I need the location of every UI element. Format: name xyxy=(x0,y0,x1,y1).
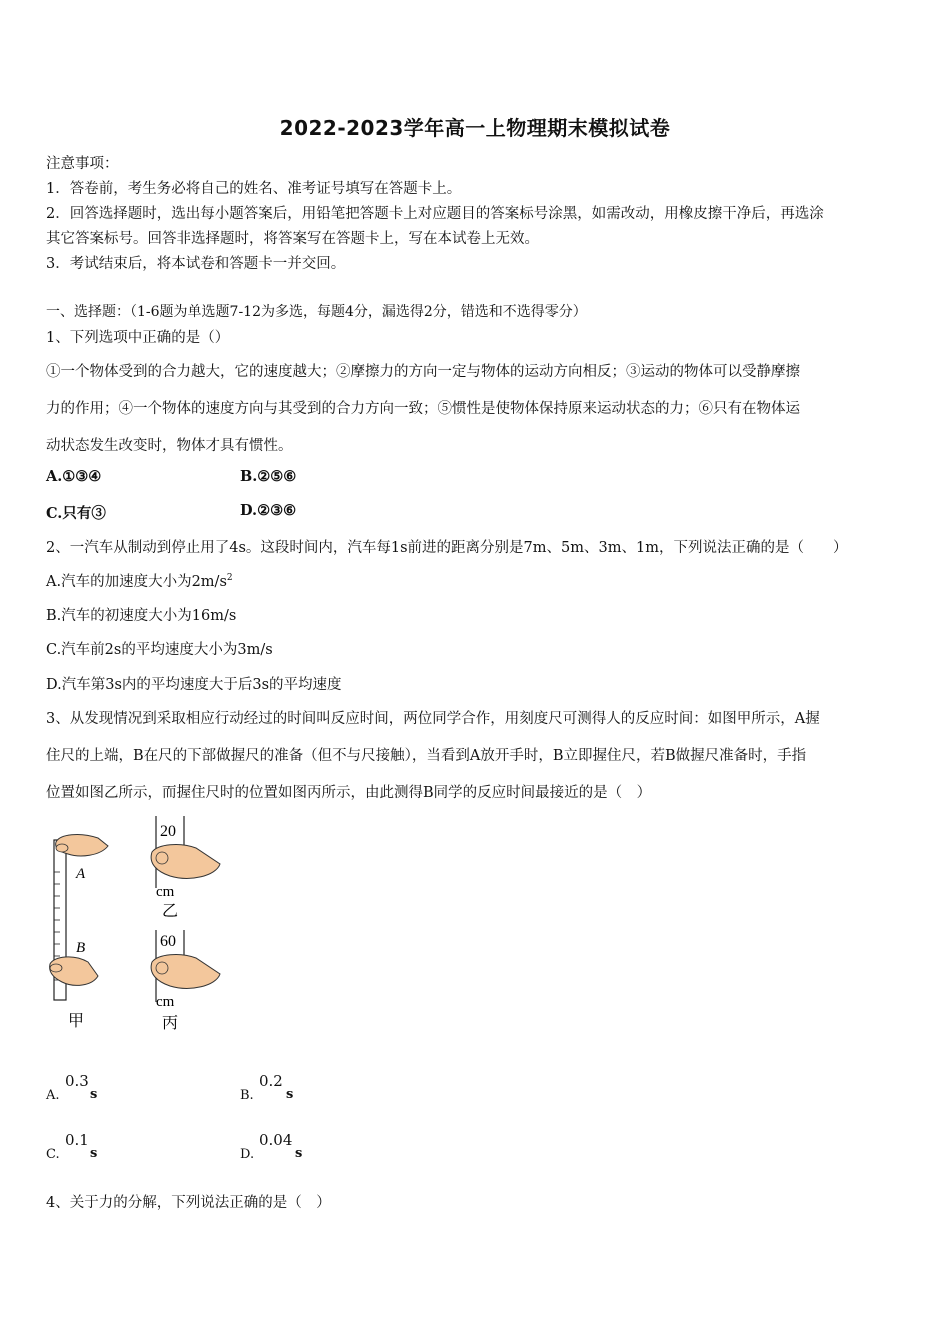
notice-item-2a: 2．回答选择题时，选出每小题答案后，用铅笔把答题卡上对应题目的答案标号涂黑，如需改动，用橡皮擦干净后，再选涂 xyxy=(46,206,824,222)
page-title: 2022-2023学年高一上物理期末模拟试卷 xyxy=(279,116,671,140)
q2-option-a-text: A.汽车的加速度大小为2m/s xyxy=(46,574,227,590)
figure-caption-bing: 丙 xyxy=(162,1013,179,1032)
q1-line-2: 力的作用；④一个物体的速度方向与其受到的合力方向一致；⑤惯性是使物体保持原来运动状态的力；⑥只有在物体运 xyxy=(46,401,800,417)
figure-label-a: A xyxy=(76,866,86,882)
q2-option-a xyxy=(46,570,908,591)
figure-scale-top: 20 xyxy=(160,823,176,840)
q3-line-2: 住尺的上端，B在尺的下部做握尺的准备（但不与尺接触），当看到A放开手时，B立即握住尺，若B做握尺准备时，手指 xyxy=(46,748,807,764)
q3-option-b-value: 0.2 xyxy=(259,1072,283,1090)
figure-unit-top: cm xyxy=(156,884,175,900)
section-heading: 一、选择题：（1-6题为单选题7-12为多选，每题4分，漏选得2分，错选和不选得零分） xyxy=(46,304,587,320)
figure-jia xyxy=(50,835,108,1030)
q1-option-d: D.②③⑥ xyxy=(240,502,297,519)
q1-line-3: 动状态发生改变时，物体才具有惯性。 xyxy=(46,438,293,454)
q2-stem: 2、一汽车从制动到停止用了4s。这段时间内，汽车每1s前进的距离分别是7m、5m、3m、1m，下列说法正确的是（ ） xyxy=(46,540,848,556)
q3-option-c-label: C. xyxy=(46,1147,60,1162)
q3-line-1: 3、从发现情况到采取相应行动经过的时间叫反应时间，两位同学合作，用刻度尺可测得人的反应时间：如图甲所示，A握 xyxy=(46,711,820,727)
q3-option-b-label: B. xyxy=(240,1088,254,1103)
q3-option-c-unit: s xyxy=(90,1146,98,1161)
q3-option-a-unit: s xyxy=(90,1087,98,1102)
q1-stem: 1、下列选项中正确的是（） xyxy=(46,330,230,346)
q3-option-d-value: 0.04 xyxy=(259,1131,293,1149)
q3-option-d-unit: s xyxy=(295,1146,303,1161)
q3-option-d-label: D. xyxy=(240,1147,255,1162)
q3-option-c-value: 0.1 xyxy=(65,1131,89,1149)
q2-option-a-sup: 2 xyxy=(226,573,233,584)
q1-option-a: A.①③④ xyxy=(46,468,102,485)
q1-option-c: C.只有③ xyxy=(46,505,106,522)
q1-option-b: B.②⑤⑥ xyxy=(240,468,297,485)
notice-header: 注意事项： xyxy=(46,156,119,172)
figure-bing xyxy=(151,930,220,1032)
q3-line-3: 位置如图乙所示，而握住尺时的位置如图丙所示，由此测得B同学的反应时间最接近的是（ ） xyxy=(46,785,652,801)
q2-option-d: D.汽车第3s内的平均速度大于后3s的平均速度 xyxy=(46,677,342,693)
notice-item-3: 3．考试结束后，将本试卷和答题卡一并交回。 xyxy=(46,256,346,272)
figure-unit-bottom: cm xyxy=(156,994,175,1010)
q4-stem: 4、关于力的分解，下列说法正确的是（ ） xyxy=(46,1195,331,1211)
figure-caption-jia: 甲 xyxy=(68,1011,85,1030)
notice-item-1: 1．答卷前，考生务必将自己的姓名、准考证号填写在答题卡上。 xyxy=(46,181,462,197)
figure-yi xyxy=(151,816,220,920)
q3-option-a-value: 0.3 xyxy=(65,1072,89,1090)
figure-label-b: B xyxy=(76,940,86,956)
q2-option-b: B.汽车的初速度大小为16m/s xyxy=(46,608,237,624)
q2-option-c: C.汽车前2s的平均速度大小为3m/s xyxy=(46,642,273,658)
ruler-reaction-figure xyxy=(40,812,240,1042)
q1-line-1: ①一个物体受到的合力越大，它的速度越大；②摩擦力的方向一定与物体的运动方向相反；③运动的物体可以受静摩擦 xyxy=(46,364,800,380)
q3-option-a-label: A. xyxy=(46,1088,60,1103)
figure-scale-bottom: 60 xyxy=(160,933,176,950)
notice-item-2b: 其它答案标号。回答非选择题时，将答案写在答题卡上，写在本试卷上无效。 xyxy=(46,231,539,247)
figure-caption-yi: 乙 xyxy=(162,901,179,920)
q3-option-b-unit: s xyxy=(286,1087,294,1102)
